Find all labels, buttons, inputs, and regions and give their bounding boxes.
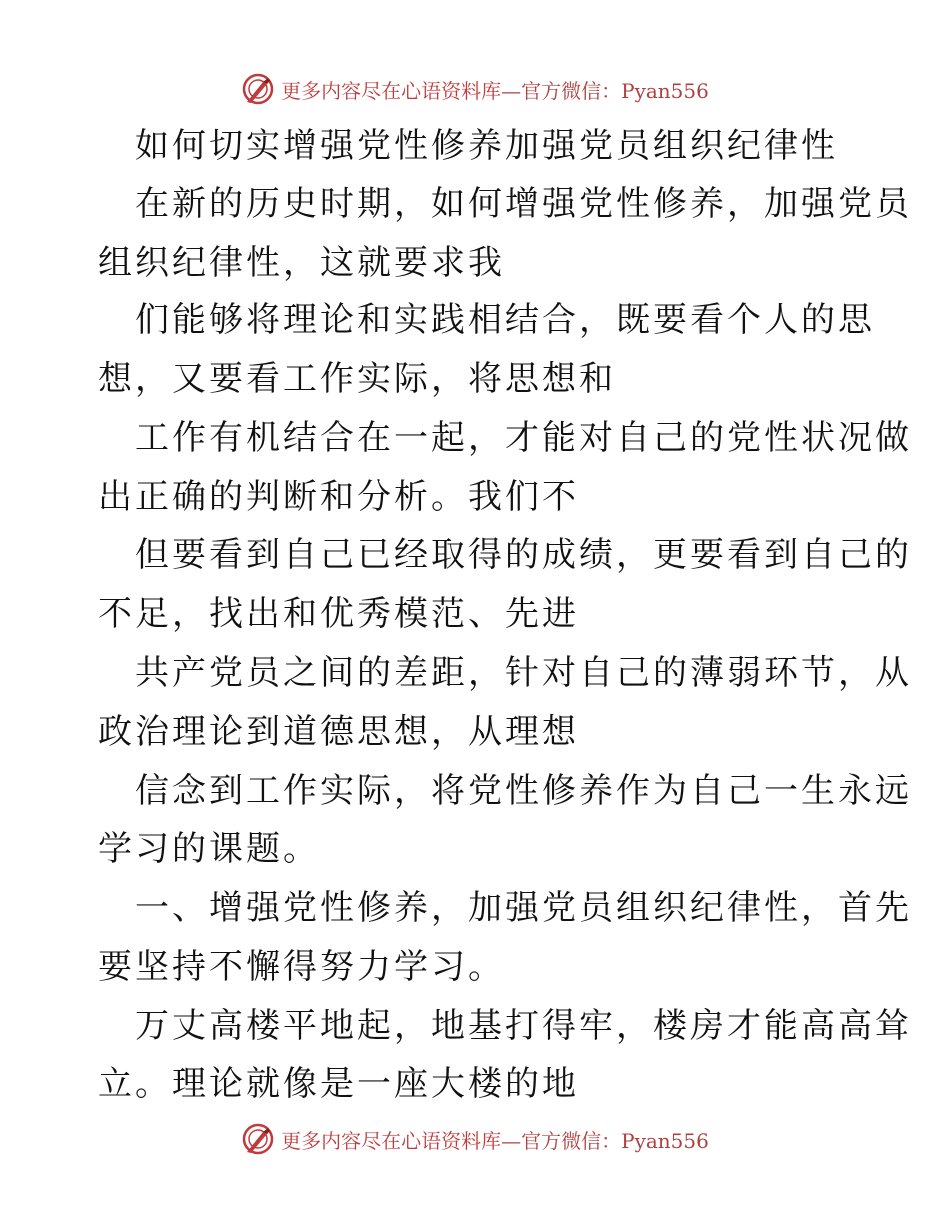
paragraph-line: 不足，找出和优秀模范、先进	[98, 594, 579, 634]
pen-circle-logo-icon	[241, 72, 275, 106]
paragraph-line: 出正确的判断和分析。我们不	[98, 477, 579, 517]
paragraph-line: 组织纪律性，这就要求我	[98, 243, 505, 283]
paragraph-line: 但要看到自己已经取得的成绩，更要看到自己的	[135, 535, 912, 575]
pen-circle-logo-icon	[241, 1122, 275, 1156]
footer-banner	[0, 1122, 950, 1156]
document-title: 如何切实增强党性修养加强党员组织纪律性	[135, 126, 838, 166]
paragraph-line: 在新的历史时期，如何增强党性修养，加强党员	[135, 184, 912, 224]
paragraph-line: 学习的课题。	[98, 829, 320, 869]
paragraph-line: 们能够将理论和实践相结合，既要看个人的思	[135, 300, 875, 340]
banner-wechat-text: 官方微信：Pyan556	[521, 78, 709, 103]
paragraph-line: 立。理论就像是一座大楼的地	[98, 1064, 579, 1104]
paragraph-line: 政治理论到道德思想，从理想	[98, 712, 579, 752]
paragraph-line: 想，又要看工作实际，将思想和	[98, 359, 616, 399]
banner-wechat-text: 官方微信：Pyan556	[521, 1128, 709, 1153]
paragraph-line: 信念到工作实际，将党性修养作为自己一生永远	[135, 771, 912, 811]
banner-main-text: 更多内容尽在心语资料库	[281, 78, 502, 103]
paragraph-line: 一、增强党性修养，加强党员组织纪律性，首先	[135, 888, 912, 928]
paragraph-line: 要坚持不懈得努力学习。	[98, 947, 505, 987]
paragraph-line: 工作有机结合在一起，才能对自己的党性状况做	[135, 418, 912, 458]
banner-dash: —	[501, 78, 522, 103]
paragraph-line: 共产党员之间的差距，针对自己的薄弱环节，从	[135, 653, 912, 693]
banner-main-text: 更多内容尽在心语资料库	[281, 1128, 502, 1153]
banner-dash: —	[501, 1128, 522, 1153]
paragraph-line: 万丈高楼平地起，地基打得牢，楼房才能高高耸	[135, 1006, 912, 1046]
header-banner	[0, 72, 950, 106]
